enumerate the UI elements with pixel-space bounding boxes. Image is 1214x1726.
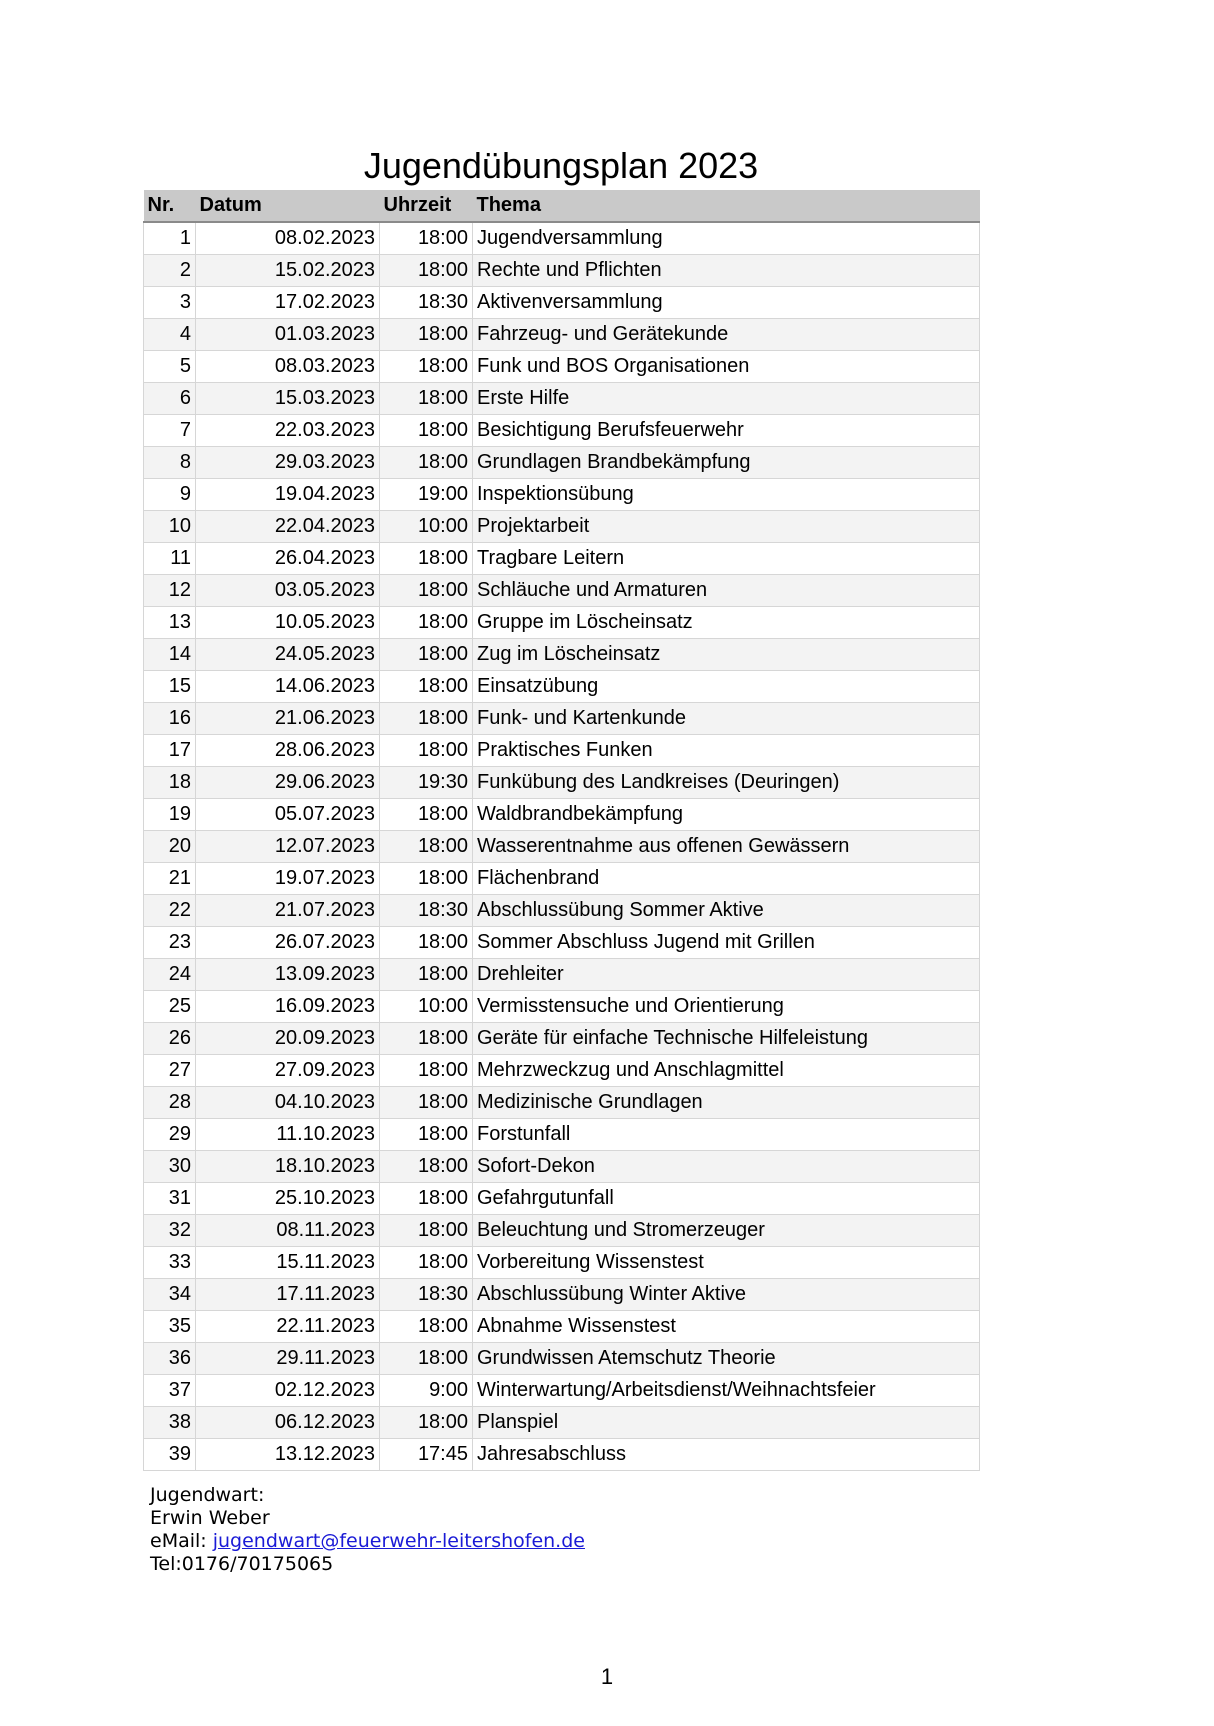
row-topic-cell: Medizinische Grundlagen [473,1087,980,1119]
row-time-cell: 18:00 [380,1343,473,1375]
email-link[interactable]: jugendwart@feuerwehr-leitershofen.de [212,1530,585,1552]
row-nr-cell: 37 [144,1375,196,1407]
row-nr-cell: 3 [144,287,196,319]
row-time-cell: 18:00 [380,831,473,863]
row-topic-cell: Jahresabschluss [473,1439,980,1471]
row-nr-cell: 27 [144,1055,196,1087]
table-row [144,1151,980,1183]
row-time-cell: 18:30 [380,287,473,319]
table-row [144,1183,980,1215]
table-row [144,1407,980,1439]
row-date-cell: 17.02.2023 [196,287,380,319]
row-time-cell: 18:00 [380,222,473,255]
table-row [144,927,980,959]
row-time-cell: 18:00 [380,383,473,415]
row-topic-cell: Sofort-Dekon [473,1151,980,1183]
row-nr-cell: 30 [144,1151,196,1183]
row-date-cell: 15.02.2023 [196,255,380,287]
table-row [144,607,980,639]
row-date-cell: 22.11.2023 [196,1311,380,1343]
row-date-cell: 26.07.2023 [196,927,380,959]
table-row [144,1439,980,1471]
row-topic-cell: Mehrzweckzug und Anschlagmittel [473,1055,980,1087]
row-date-cell: 13.12.2023 [196,1439,380,1471]
table-row [144,799,980,831]
row-date-cell: 22.03.2023 [196,415,380,447]
row-nr-cell: 2 [144,255,196,287]
row-date-cell: 28.06.2023 [196,735,380,767]
table-row [144,959,980,991]
row-nr-cell: 31 [144,1183,196,1215]
table-row [144,1375,980,1407]
row-time-cell: 18:00 [380,1215,473,1247]
page-title: Jugendübungsplan 2023 [363,145,759,186]
row-nr-cell: 9 [144,479,196,511]
table-row [144,991,980,1023]
row-topic-cell: Grundlagen Brandbekämpfung [473,447,980,479]
table-body [144,222,980,1471]
row-time-cell: 18:00 [380,1183,473,1215]
row-topic-cell: Praktisches Funken [473,735,980,767]
table-row [144,447,980,479]
row-date-cell: 02.12.2023 [196,1375,380,1407]
row-nr-cell: 4 [144,319,196,351]
row-time-cell: 18:00 [380,799,473,831]
row-nr-cell: 25 [144,991,196,1023]
row-time-cell: 10:00 [380,991,473,1023]
contact-name: Erwin Weber [150,1507,270,1529]
row-date-cell: 08.02.2023 [196,222,380,255]
row-time-cell: 18:00 [380,863,473,895]
row-date-cell: 13.09.2023 [196,959,380,991]
row-topic-cell: Aktivenversammlung [473,287,980,319]
row-nr-cell: 23 [144,927,196,959]
row-date-cell: 29.11.2023 [196,1343,380,1375]
row-time-cell: 18:00 [380,1023,473,1055]
table-row [144,831,980,863]
table-row [144,767,980,799]
table-row [144,639,980,671]
row-topic-cell: Zug im Löscheinsatz [473,639,980,671]
row-nr-cell: 33 [144,1247,196,1279]
row-date-cell: 01.03.2023 [196,319,380,351]
row-time-cell: 18:00 [380,959,473,991]
row-topic-cell: Vorbereitung Wissenstest [473,1247,980,1279]
row-topic-cell: Abnahme Wissenstest [473,1311,980,1343]
table-row [144,1119,980,1151]
row-topic-cell: Fahrzeug- und Gerätekunde [473,319,980,351]
row-topic-cell: Jugendversammlung [473,222,980,255]
table-row [144,1343,980,1375]
row-date-cell: 24.05.2023 [196,639,380,671]
row-time-cell: 18:00 [380,703,473,735]
row-date-cell: 10.05.2023 [196,607,380,639]
table-row [144,351,980,383]
row-date-cell: 03.05.2023 [196,575,380,607]
row-topic-cell: Funkübung des Landkreises (Deuringen) [473,767,980,799]
row-date-cell: 05.07.2023 [196,799,380,831]
row-topic-cell: Wasserentnahme aus offenen Gewässern [473,831,980,863]
table-row [144,735,980,767]
row-topic-cell: Schläuche und Armaturen [473,575,980,607]
row-topic-cell: Grundwissen Atemschutz Theorie [473,1343,980,1375]
table-row [144,1055,980,1087]
row-date-cell: 04.10.2023 [196,1087,380,1119]
row-date-cell: 27.09.2023 [196,1055,380,1087]
row-date-cell: 21.06.2023 [196,703,380,735]
row-time-cell: 18:00 [380,1407,473,1439]
row-time-cell: 19:00 [380,479,473,511]
table-row [144,1279,980,1311]
row-nr-cell: 15 [144,671,196,703]
row-nr-cell: 14 [144,639,196,671]
row-topic-cell: Rechte und Pflichten [473,255,980,287]
row-time-cell: 18:00 [380,735,473,767]
row-topic-cell: Flächenbrand [473,863,980,895]
row-topic-cell: Inspektionsübung [473,479,980,511]
table-row [144,1311,980,1343]
row-date-cell: 21.07.2023 [196,895,380,927]
row-nr-cell: 35 [144,1311,196,1343]
table-header-row [144,190,980,222]
row-time-cell: 18:00 [380,1247,473,1279]
row-nr-cell: 19 [144,799,196,831]
row-topic-cell: Abschlussübung Sommer Aktive [473,895,980,927]
row-nr-cell: 18 [144,767,196,799]
row-date-cell: 06.12.2023 [196,1407,380,1439]
row-time-cell: 10:00 [380,511,473,543]
row-nr-cell: 34 [144,1279,196,1311]
table-row [144,383,980,415]
row-nr-cell: 22 [144,895,196,927]
row-date-cell: 16.09.2023 [196,991,380,1023]
table-row [144,1087,980,1119]
row-topic-cell: Tragbare Leitern [473,543,980,575]
table-row [144,895,980,927]
row-topic-cell: Einsatzübung [473,671,980,703]
row-topic-cell: Funk und BOS Organisationen [473,351,980,383]
row-time-cell: 18:00 [380,351,473,383]
row-time-cell: 18:00 [380,1087,473,1119]
row-nr-cell: 24 [144,959,196,991]
row-topic-cell: Geräte für einfache Technische Hilfeleistung [473,1023,980,1055]
row-nr-cell: 28 [144,1087,196,1119]
table-row [144,575,980,607]
row-date-cell: 20.09.2023 [196,1023,380,1055]
row-date-cell: 11.10.2023 [196,1119,380,1151]
row-time-cell: 18:30 [380,1279,473,1311]
row-date-cell: 22.04.2023 [196,511,380,543]
row-date-cell: 15.03.2023 [196,383,380,415]
row-time-cell: 18:00 [380,255,473,287]
row-nr-cell: 29 [144,1119,196,1151]
table-row [144,543,980,575]
row-topic-cell: Sommer Abschluss Jugend mit Grillen [473,927,980,959]
row-topic-cell: Projektarbeit [473,511,980,543]
table-row [144,1023,980,1055]
row-nr-cell: 12 [144,575,196,607]
row-nr-cell: 10 [144,511,196,543]
row-nr-cell: 16 [144,703,196,735]
row-date-cell: 19.04.2023 [196,479,380,511]
row-topic-cell: Waldbrandbekämpfung [473,799,980,831]
row-topic-cell: Planspiel [473,1407,980,1439]
row-date-cell: 12.07.2023 [196,831,380,863]
row-nr-cell: 36 [144,1343,196,1375]
row-date-cell: 15.11.2023 [196,1247,380,1279]
table-row [144,479,980,511]
row-nr-cell: 7 [144,415,196,447]
row-nr-cell: 13 [144,607,196,639]
contact-block [150,1484,585,1576]
row-date-cell: 29.03.2023 [196,447,380,479]
row-time-cell: 18:00 [380,1055,473,1087]
table-row [144,255,980,287]
contact-email-line [150,1530,585,1553]
contact-role: Jugendwart: [150,1484,265,1506]
row-date-cell: 29.06.2023 [196,767,380,799]
table-row [144,703,980,735]
row-nr-cell: 11 [144,543,196,575]
row-nr-cell: 21 [144,863,196,895]
row-nr-cell: 20 [144,831,196,863]
row-time-cell: 18:00 [380,671,473,703]
row-topic-cell: Winterwartung/Arbeitsdienst/Weihnachtsfeier [473,1375,980,1407]
row-date-cell: 08.03.2023 [196,351,380,383]
row-nr-cell: 38 [144,1407,196,1439]
row-date-cell: 25.10.2023 [196,1183,380,1215]
row-time-cell: 19:30 [380,767,473,799]
row-topic-cell: Vermisstensuche und Orientierung [473,991,980,1023]
column-header-thema: Thema [473,190,980,222]
column-header-uhrzeit: Uhrzeit [380,190,473,222]
row-time-cell: 18:00 [380,1119,473,1151]
row-topic-cell: Beleuchtung und Stromerzeuger [473,1215,980,1247]
column-header-nr: Nr. [144,190,196,222]
row-nr-cell: 1 [144,222,196,255]
contact-phone: Tel:0176/70175065 [150,1553,334,1575]
row-topic-cell: Funk- und Kartenkunde [473,703,980,735]
row-time-cell: 18:30 [380,895,473,927]
row-date-cell: 18.10.2023 [196,1151,380,1183]
row-date-cell: 08.11.2023 [196,1215,380,1247]
row-time-cell: 18:00 [380,639,473,671]
row-date-cell: 14.06.2023 [196,671,380,703]
row-topic-cell: Gefahrgutunfall [473,1183,980,1215]
table-row [144,671,980,703]
row-time-cell: 18:00 [380,607,473,639]
row-time-cell: 18:00 [380,415,473,447]
table-row [144,511,980,543]
row-nr-cell: 8 [144,447,196,479]
row-time-cell: 18:00 [380,927,473,959]
row-topic-cell: Abschlussübung Winter Aktive [473,1279,980,1311]
row-time-cell: 18:00 [380,543,473,575]
row-date-cell: 26.04.2023 [196,543,380,575]
table-row [144,287,980,319]
row-nr-cell: 5 [144,351,196,383]
row-nr-cell: 32 [144,1215,196,1247]
row-date-cell: 19.07.2023 [196,863,380,895]
row-time-cell: 18:00 [380,1311,473,1343]
row-topic-cell: Erste Hilfe [473,383,980,415]
row-nr-cell: 17 [144,735,196,767]
row-time-cell: 9:00 [380,1375,473,1407]
row-topic-cell: Besichtigung Berufsfeuerwehr [473,415,980,447]
row-topic-cell: Gruppe im Löscheinsatz [473,607,980,639]
row-time-cell: 18:00 [380,447,473,479]
page-number: 1 [600,1664,614,1689]
table-row [144,319,980,351]
schedule-table [143,190,980,1471]
table-row [144,863,980,895]
email-label: eMail: [150,1530,213,1552]
column-header-datum: Datum [196,190,380,222]
table-row [144,222,980,255]
table-row [144,1247,980,1279]
row-time-cell: 17:45 [380,1439,473,1471]
table-row [144,1215,980,1247]
row-topic-cell: Forstunfall [473,1119,980,1151]
row-topic-cell: Drehleiter [473,959,980,991]
row-nr-cell: 26 [144,1023,196,1055]
row-time-cell: 18:00 [380,1151,473,1183]
row-time-cell: 18:00 [380,575,473,607]
table-row [144,415,980,447]
row-time-cell: 18:00 [380,319,473,351]
row-nr-cell: 39 [144,1439,196,1471]
row-nr-cell: 6 [144,383,196,415]
row-date-cell: 17.11.2023 [196,1279,380,1311]
